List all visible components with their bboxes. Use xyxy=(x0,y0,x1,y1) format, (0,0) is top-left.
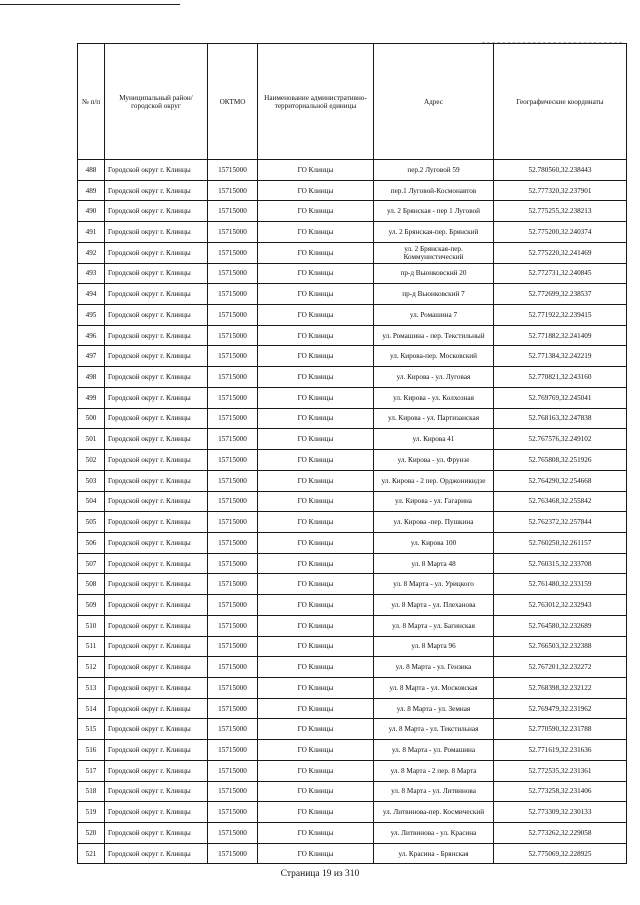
cell-address: ул. Литвинова-пер. Космический xyxy=(374,802,494,823)
cell-number: 500 xyxy=(78,408,105,429)
cell-coordinates: 52.769479,32.231962 xyxy=(494,698,627,719)
cell-admin-unit: ГО Клинцы xyxy=(258,387,374,408)
cell-coordinates: 52.763468,32.255842 xyxy=(494,491,627,512)
cell-coordinates: 52.768398,32.232122 xyxy=(494,677,627,698)
cell-oktmo: 15715000 xyxy=(208,512,258,533)
cell-oktmo: 15715000 xyxy=(208,325,258,346)
cell-coordinates: 52.769769,32.245041 xyxy=(494,387,627,408)
cell-municipality: Городской округ г. Клинцы xyxy=(105,719,208,740)
cell-admin-unit: ГО Клинцы xyxy=(258,284,374,305)
table-row xyxy=(78,574,627,595)
cell-number: 502 xyxy=(78,450,105,471)
cell-municipality: Городской округ г. Клинцы xyxy=(105,553,208,574)
cell-coordinates: 52.773258,32.231406 xyxy=(494,781,627,802)
cell-number: 519 xyxy=(78,802,105,823)
cell-admin-unit: ГО Клинцы xyxy=(258,615,374,636)
cell-admin-unit: ГО Клинцы xyxy=(258,470,374,491)
header-coordinates: Географические координаты xyxy=(494,44,627,160)
cell-number: 510 xyxy=(78,615,105,636)
cell-admin-unit: ГО Клинцы xyxy=(258,450,374,471)
header-number: № п/п xyxy=(78,44,105,160)
cell-admin-unit: ГО Клинцы xyxy=(258,222,374,243)
table-row xyxy=(78,781,627,802)
cell-admin-unit: ГО Клинцы xyxy=(258,823,374,844)
cell-address: пер.1 Луговой-Космонавтов xyxy=(374,180,494,201)
cell-coordinates: 52.760250,32.261157 xyxy=(494,532,627,553)
cell-number: 520 xyxy=(78,823,105,844)
cell-municipality: Городской округ г. Клинцы xyxy=(105,263,208,284)
cell-coordinates: 52.773309,32.230133 xyxy=(494,802,627,823)
cell-oktmo: 15715000 xyxy=(208,450,258,471)
cell-oktmo: 15715000 xyxy=(208,595,258,616)
cell-admin-unit: ГО Клинцы xyxy=(258,574,374,595)
cell-address: ул. Кирова - ул. Колхозная xyxy=(374,387,494,408)
cell-oktmo: 15715000 xyxy=(208,180,258,201)
cell-address: ул. 2 Брянская-пер. Брянский xyxy=(374,222,494,243)
cell-number: 511 xyxy=(78,636,105,657)
cell-oktmo: 15715000 xyxy=(208,802,258,823)
cell-address: ул. 8 Марта - ул. Гензика xyxy=(374,657,494,678)
cell-address: ул. Красина - Брянская xyxy=(374,843,494,864)
cell-number: 506 xyxy=(78,532,105,553)
cell-coordinates: 52.767201,32.232272 xyxy=(494,657,627,678)
cell-admin-unit: ГО Клинцы xyxy=(258,242,374,263)
registry-table xyxy=(77,43,627,864)
cell-municipality: Городской округ г. Клинцы xyxy=(105,367,208,388)
cell-municipality: Городской округ г. Клинцы xyxy=(105,408,208,429)
cell-admin-unit: ГО Клинцы xyxy=(258,532,374,553)
table-row xyxy=(78,823,627,844)
cell-number: 498 xyxy=(78,367,105,388)
table-row xyxy=(78,491,627,512)
cell-coordinates: 52.765808,32.251926 xyxy=(494,450,627,471)
cell-oktmo: 15715000 xyxy=(208,615,258,636)
cell-municipality: Городской округ г. Клинцы xyxy=(105,325,208,346)
cell-number: 505 xyxy=(78,512,105,533)
scan-edge-line xyxy=(0,4,180,5)
cell-number: 514 xyxy=(78,698,105,719)
cell-admin-unit: ГО Клинцы xyxy=(258,180,374,201)
table-row xyxy=(78,201,627,222)
cell-municipality: Городской округ г. Клинцы xyxy=(105,180,208,201)
cell-number: 493 xyxy=(78,263,105,284)
cell-oktmo: 15715000 xyxy=(208,284,258,305)
cell-number: 503 xyxy=(78,470,105,491)
cell-oktmo: 15715000 xyxy=(208,387,258,408)
cell-address: ул. 8 Марта 96 xyxy=(374,636,494,657)
cell-number: 501 xyxy=(78,429,105,450)
cell-municipality: Городской округ г. Клинцы xyxy=(105,823,208,844)
cell-coordinates: 52.771384,32.242219 xyxy=(494,346,627,367)
cell-coordinates: 52.777320,32.237901 xyxy=(494,180,627,201)
cell-coordinates: 52.775200,32.240374 xyxy=(494,222,627,243)
cell-oktmo: 15715000 xyxy=(208,367,258,388)
cell-coordinates: 52.764290,32.254668 xyxy=(494,470,627,491)
cell-address: ул. 2 Брянская-пер. Коммунистический xyxy=(374,242,494,263)
cell-address: ул. 8 Марта - ул. Ромашина xyxy=(374,740,494,761)
cell-address: ул. Ромашина 7 xyxy=(374,305,494,326)
cell-address: ул. Кирова 41 xyxy=(374,429,494,450)
cell-oktmo: 15715000 xyxy=(208,160,258,181)
cell-oktmo: 15715000 xyxy=(208,781,258,802)
cell-admin-unit: ГО Клинцы xyxy=(258,325,374,346)
cell-coordinates: 52.771882,32.241409 xyxy=(494,325,627,346)
cell-oktmo: 15715000 xyxy=(208,677,258,698)
cell-oktmo: 15715000 xyxy=(208,470,258,491)
cell-oktmo: 15715000 xyxy=(208,532,258,553)
table-row xyxy=(78,429,627,450)
cell-municipality: Городской округ г. Клинцы xyxy=(105,305,208,326)
cell-oktmo: 15715000 xyxy=(208,201,258,222)
cell-municipality: Городской округ г. Клинцы xyxy=(105,802,208,823)
cell-address: ул. Кирова - 2 пер. Орджоникидзе xyxy=(374,470,494,491)
cell-number: 518 xyxy=(78,781,105,802)
cell-oktmo: 15715000 xyxy=(208,657,258,678)
cell-number: 490 xyxy=(78,201,105,222)
cell-number: 492 xyxy=(78,242,105,263)
table-row xyxy=(78,180,627,201)
cell-municipality: Городской округ г. Клинцы xyxy=(105,491,208,512)
header-address: Адрес xyxy=(374,44,494,160)
cell-municipality: Городской округ г. Клинцы xyxy=(105,346,208,367)
cell-admin-unit: ГО Клинцы xyxy=(258,595,374,616)
cell-admin-unit: ГО Клинцы xyxy=(258,553,374,574)
cell-oktmo: 15715000 xyxy=(208,740,258,761)
cell-municipality: Городской округ г. Клинцы xyxy=(105,657,208,678)
cell-address: ул. Ромашина - пер. Текстильный xyxy=(374,325,494,346)
cell-coordinates: 52.767576,32.249102 xyxy=(494,429,627,450)
cell-municipality: Городской округ г. Клинцы xyxy=(105,698,208,719)
cell-coordinates: 52.772731,32.240845 xyxy=(494,263,627,284)
cell-number: 491 xyxy=(78,222,105,243)
cell-municipality: Городской округ г. Клинцы xyxy=(105,450,208,471)
cell-oktmo: 15715000 xyxy=(208,823,258,844)
table-row xyxy=(78,677,627,698)
cell-admin-unit: ГО Клинцы xyxy=(258,346,374,367)
cell-coordinates: 52.780560,32.238443 xyxy=(494,160,627,181)
cell-coordinates: 52.761480,32.233159 xyxy=(494,574,627,595)
table-body xyxy=(78,160,627,864)
cell-address: ул. 8 Марта - ул. Литвинова xyxy=(374,781,494,802)
cell-oktmo: 15715000 xyxy=(208,843,258,864)
cell-admin-unit: ГО Клинцы xyxy=(258,677,374,698)
cell-admin-unit: ГО Клинцы xyxy=(258,429,374,450)
cell-number: 509 xyxy=(78,595,105,616)
cell-admin-unit: ГО Клинцы xyxy=(258,636,374,657)
cell-number: 515 xyxy=(78,719,105,740)
cell-municipality: Городской округ г. Клинцы xyxy=(105,387,208,408)
cell-number: 495 xyxy=(78,305,105,326)
cell-oktmo: 15715000 xyxy=(208,408,258,429)
header-municipality: Муниципальный район/городской округ xyxy=(105,44,208,160)
cell-coordinates: 52.762372,32.257844 xyxy=(494,512,627,533)
table-row xyxy=(78,843,627,864)
cell-number: 496 xyxy=(78,325,105,346)
cell-number: 504 xyxy=(78,491,105,512)
table-row xyxy=(78,553,627,574)
cell-address: ул. Кирова - ул. Луговая xyxy=(374,367,494,388)
cell-oktmo: 15715000 xyxy=(208,346,258,367)
table-row xyxy=(78,325,627,346)
cell-municipality: Городской округ г. Клинцы xyxy=(105,242,208,263)
cell-coordinates: 52.760315,32.233708 xyxy=(494,553,627,574)
cell-address: ул. Кирова - ул. Партизанская xyxy=(374,408,494,429)
table-row xyxy=(78,284,627,305)
table-row xyxy=(78,636,627,657)
table-row xyxy=(78,408,627,429)
cell-oktmo: 15715000 xyxy=(208,760,258,781)
cell-address: ул. Кирова -пер. Пушкина xyxy=(374,512,494,533)
cell-address: ул. 8 Марта - ул. Багинская xyxy=(374,615,494,636)
cell-address: ул. 8 Марта 48 xyxy=(374,553,494,574)
cell-municipality: Городской округ г. Клинцы xyxy=(105,636,208,657)
cell-municipality: Городской округ г. Клинцы xyxy=(105,201,208,222)
cell-oktmo: 15715000 xyxy=(208,263,258,284)
cell-oktmo: 15715000 xyxy=(208,574,258,595)
cell-address: ул. 8 Марта - ул. Урицкого xyxy=(374,574,494,595)
cell-number: 508 xyxy=(78,574,105,595)
cell-address: ул. 8 Марта - ул. Плеханова xyxy=(374,595,494,616)
cell-admin-unit: ГО Клинцы xyxy=(258,802,374,823)
cell-admin-unit: ГО Клинцы xyxy=(258,719,374,740)
cell-oktmo: 15715000 xyxy=(208,719,258,740)
cell-municipality: Городской округ г. Клинцы xyxy=(105,615,208,636)
cell-coordinates: 52.775069,32.228925 xyxy=(494,843,627,864)
cell-coordinates: 52.772535,32.231361 xyxy=(494,760,627,781)
cell-number: 516 xyxy=(78,740,105,761)
table-row xyxy=(78,305,627,326)
cell-oktmo: 15715000 xyxy=(208,491,258,512)
cell-number: 513 xyxy=(78,677,105,698)
cell-number: 512 xyxy=(78,657,105,678)
cell-municipality: Городской округ г. Клинцы xyxy=(105,284,208,305)
header-admin-unit: Наименование административно-территориальной единицы xyxy=(258,44,374,160)
cell-oktmo: 15715000 xyxy=(208,242,258,263)
cell-coordinates: 52.768163,32.247838 xyxy=(494,408,627,429)
table-row xyxy=(78,346,627,367)
cell-coordinates: 52.771922,32.239415 xyxy=(494,305,627,326)
cell-municipality: Городской округ г. Клинцы xyxy=(105,532,208,553)
cell-admin-unit: ГО Клинцы xyxy=(258,263,374,284)
cell-admin-unit: ГО Клинцы xyxy=(258,698,374,719)
cell-coordinates: 52.772699,32.238537 xyxy=(494,284,627,305)
cell-municipality: Городской округ г. Клинцы xyxy=(105,740,208,761)
table-row xyxy=(78,367,627,388)
cell-municipality: Городской округ г. Клинцы xyxy=(105,222,208,243)
cell-municipality: Городской округ г. Клинцы xyxy=(105,160,208,181)
cell-address: ул. 8 Марта - ул. Московская xyxy=(374,677,494,698)
cell-municipality: Городской округ г. Клинцы xyxy=(105,574,208,595)
cell-oktmo: 15715000 xyxy=(208,636,258,657)
cell-admin-unit: ГО Клинцы xyxy=(258,760,374,781)
cell-municipality: Городской округ г. Клинцы xyxy=(105,429,208,450)
cell-oktmo: 15715000 xyxy=(208,222,258,243)
table-row xyxy=(78,740,627,761)
cell-coordinates: 52.764580,32.232689 xyxy=(494,615,627,636)
cell-number: 494 xyxy=(78,284,105,305)
cell-admin-unit: ГО Клинцы xyxy=(258,740,374,761)
table-row xyxy=(78,760,627,781)
table-row xyxy=(78,615,627,636)
cell-coordinates: 52.771619,32.231636 xyxy=(494,740,627,761)
cell-number: 497 xyxy=(78,346,105,367)
cell-admin-unit: ГО Клинцы xyxy=(258,781,374,802)
cell-municipality: Городской округ г. Клинцы xyxy=(105,512,208,533)
page-footer: Страница 19 из 310 xyxy=(280,869,360,879)
table-row xyxy=(78,160,627,181)
cell-address: ул. 2 Брянская - пер 1 Луговой xyxy=(374,201,494,222)
cell-address: ул. 8 Марта - ул. Земная xyxy=(374,698,494,719)
table-row xyxy=(78,512,627,533)
cell-number: 489 xyxy=(78,180,105,201)
table-row xyxy=(78,719,627,740)
cell-number: 499 xyxy=(78,387,105,408)
table-row xyxy=(78,657,627,678)
cell-admin-unit: ГО Клинцы xyxy=(258,408,374,429)
cell-municipality: Городской округ г. Клинцы xyxy=(105,470,208,491)
cell-admin-unit: ГО Клинцы xyxy=(258,201,374,222)
cell-address: пр-д Вьюнковский 7 xyxy=(374,284,494,305)
cell-admin-unit: ГО Клинцы xyxy=(258,305,374,326)
cell-admin-unit: ГО Клинцы xyxy=(258,512,374,533)
table-row xyxy=(78,698,627,719)
cell-coordinates: 52.766503,32.232388 xyxy=(494,636,627,657)
cell-address: ул. 8 Марта - ул. Текстильная xyxy=(374,719,494,740)
cell-address: ул. Кирова 100 xyxy=(374,532,494,553)
table-row xyxy=(78,450,627,471)
cell-oktmo: 15715000 xyxy=(208,553,258,574)
cell-admin-unit: ГО Клинцы xyxy=(258,367,374,388)
cell-address: ул. Кирова - ул. Фрунзе xyxy=(374,450,494,471)
cell-municipality: Городской округ г. Клинцы xyxy=(105,677,208,698)
cell-municipality: Городской округ г. Клинцы xyxy=(105,781,208,802)
cell-oktmo: 15715000 xyxy=(208,429,258,450)
table-row xyxy=(78,802,627,823)
table-row xyxy=(78,387,627,408)
cell-coordinates: 52.763012,32.232943 xyxy=(494,595,627,616)
table-row xyxy=(78,263,627,284)
cell-address: пр-д Вьюнковский 20 xyxy=(374,263,494,284)
header-oktmo: ОКТМО xyxy=(208,44,258,160)
cell-admin-unit: ГО Клинцы xyxy=(258,160,374,181)
cell-municipality: Городской округ г. Клинцы xyxy=(105,595,208,616)
cell-municipality: Городской округ г. Клинцы xyxy=(105,843,208,864)
cell-admin-unit: ГО Клинцы xyxy=(258,491,374,512)
table-row xyxy=(78,532,627,553)
cell-coordinates: 52.775220,32.241469 xyxy=(494,242,627,263)
table-row xyxy=(78,242,627,263)
cell-number: 507 xyxy=(78,553,105,574)
cell-address: ул. Кирова-пер. Московский xyxy=(374,346,494,367)
cell-oktmo: 15715000 xyxy=(208,305,258,326)
cell-coordinates: 52.773262,32.229058 xyxy=(494,823,627,844)
cell-admin-unit: ГО Клинцы xyxy=(258,843,374,864)
cell-number: 488 xyxy=(78,160,105,181)
cell-address: пер.2 Луговой 59 xyxy=(374,160,494,181)
cell-address: ул. Литвинова - ул. Красина xyxy=(374,823,494,844)
table-row xyxy=(78,470,627,491)
cell-address: ул. Кирова - ул. Гагарина xyxy=(374,491,494,512)
cell-oktmo: 15715000 xyxy=(208,698,258,719)
cell-admin-unit: ГО Клинцы xyxy=(258,657,374,678)
cell-address: ул. 8 Марта - 2 пер. 8 Марта xyxy=(374,760,494,781)
cell-coordinates: 52.770821,32.243160 xyxy=(494,367,627,388)
cell-coordinates: 52.770590,32.231788 xyxy=(494,719,627,740)
cell-number: 517 xyxy=(78,760,105,781)
cell-number: 521 xyxy=(78,843,105,864)
table-row xyxy=(78,222,627,243)
cell-coordinates: 52.775255,32.238213 xyxy=(494,201,627,222)
table-row xyxy=(78,595,627,616)
cell-municipality: Городской округ г. Клинцы xyxy=(105,760,208,781)
table-header-row xyxy=(78,44,627,160)
